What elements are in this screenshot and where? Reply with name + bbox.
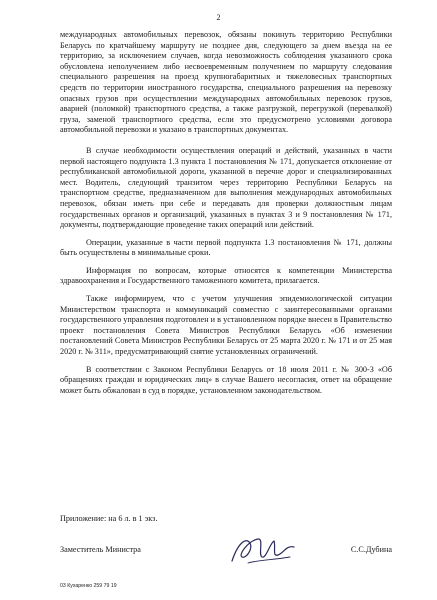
paragraph-deviation: В случае необходимости осуществления операций и действий, указанных в части первой настоящего подпункта 1.3 пункта 1 постановления № 171, допускается отклонение от республиканской автомобильной дороги, указанной в перечне дорог и специализированных мест. Водитель, следующий транзитом через территорию Республики Беларусь на транспортном средстве, предназначенном для выполнения международных автомобильных перевозок, обязан иметь при себе и передавать для проверки должностным лицам государственных органов и организаций, указанных в пунктах 3 и 9 постановления № 171, документы, подтверждающие проведение таких операций или действий. — [60, 145, 392, 230]
paragraph-operations: Операции, указанные в части первой подпункта 1.3 постановления № 171, должны быть осуществлены в минимальные сроки. — [60, 237, 392, 258]
page-number: 2 — [216, 13, 221, 22]
paragraph-information: Информация по вопросам, которые относятся к компетенции Министерства здравоохранения и Государственного таможенного комитета, прилагается. — [60, 265, 392, 286]
executor-info: 03 Кухаренко 259 79 19 — [60, 583, 117, 589]
attachment-note: Приложение: на 6 л. в 1 экз. — [60, 514, 158, 523]
handwritten-signature — [228, 533, 298, 567]
signatory-title: Заместитель Министра — [60, 545, 141, 554]
letter-body — [60, 30, 392, 403]
paragraph-continuation: международных автомобильных перевозок, обязаны покинуть территорию Республики Беларусь по кратчайшему маршруту не позднее дня, следующего за днем въезда на ее территорию, за исключением случаев, когда невозможность соблюдения указанного срока обусловлена неполучением либо несвоевременным получением по маршруту следования специального разрешения на проезд крупногабаритных и тяжеловесных транспортных средств по территории иностранного государства, специального разрешения на перевозку опасных грузов при осуществлении международных автомобильных перевозок грузов, аварией (поломкой) транспортного средства, а также разгрузкой, перегрузкой (перевалкой) груза, заменой транспортного средства, если это предусмотрено условиями договора автомобильной перевозки и указано в транспортных документах. — [60, 30, 392, 135]
paragraph-epidemiology: Также информируем, что с учетом улучшения эпидемиологической ситуации Министерством транспорта и коммуникаций совместно с заинтересованными органами государственного управления подготовлен и в установленном порядке внесен в Правительство проект постановления Совета Министров Республики Беларусь «Об изменении постановлений Совета Министров Республики Беларусь от 25 марта 2020 г. № 171 и от 25 мая 2020 г. № 311», предусматривающий снятие установленных ограничений. — [60, 294, 392, 357]
signatory-name: С.С.Дубина — [350, 545, 392, 554]
paragraph-appeal: В соответствии с Законом Республики Беларусь от 18 июля 2011 г. № 300-З «Об обращениях граждан и юридических лиц» в случае Вашего несогласия, ответ на обращение может быть обжалован в суд в порядке, установленном законодательством. — [60, 364, 392, 395]
signature-block — [60, 545, 392, 569]
